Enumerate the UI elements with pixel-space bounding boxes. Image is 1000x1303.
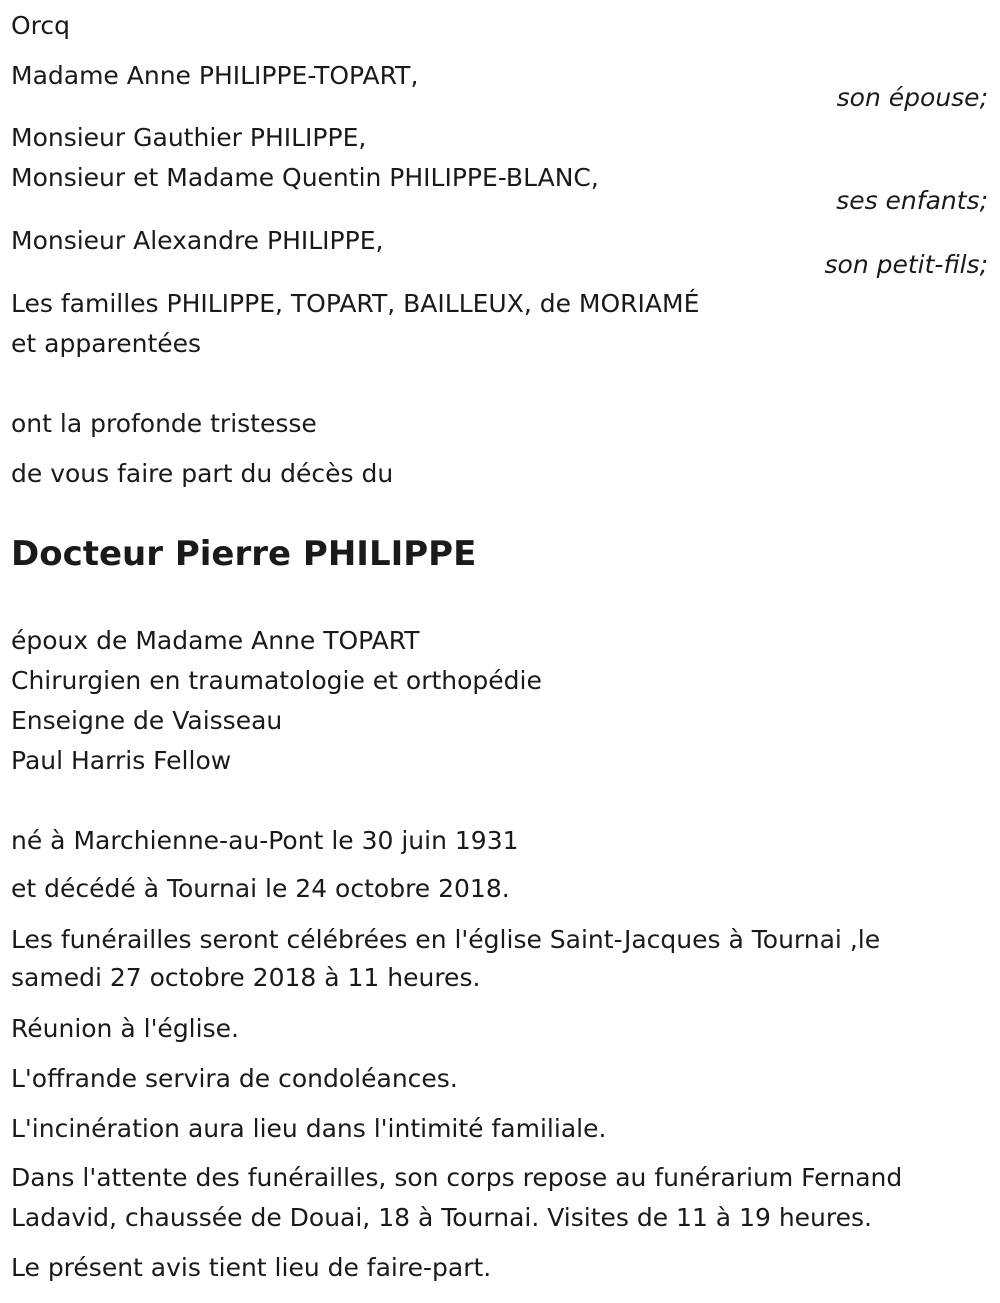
announcement-line-2: de vous faire part du décès du [11,459,394,488]
meeting-info: Réunion à l'église. [11,1014,239,1043]
funeral-line-2: samedi 27 octobre 2018 à 11 heures. [11,963,481,992]
child-1-name: Monsieur Gauthier PHILIPPE, [11,123,367,152]
funeral-line-1: Les funérailles seront célébrées en l'église Saint-Jacques à Tournai ,le [11,925,881,954]
grandchild-role: son petit-fils; [824,250,988,279]
child-2-name: Monsieur et Madame Quentin PHILIPPE-BLANC, [11,163,599,192]
spouse-role: son épouse; [836,83,988,112]
death-info: et décédé à Tournai le 24 octobre 2018. [11,874,510,903]
title-navy-rank: Enseigne de Vaisseau [11,706,283,735]
grandchild-name: Monsieur Alexandre PHILIPPE, [11,226,384,255]
deceased-name: Docteur Pierre PHILIPPE [11,534,477,574]
viewing-line-2: Ladavid, chaussée de Douai, 18 à Tournai. Visites de 11 à 19 heures. [11,1203,872,1232]
birth-info: né à Marchienne-au-Pont le 30 juin 1931 [11,826,519,855]
viewing-line-1: Dans l'attente des funérailles, son corps repose au funérarium Fernand [11,1163,903,1192]
location-text: Orcq [11,11,71,40]
families-line-1: Les familles PHILIPPE, TOPART, BAILLEUX, de MORIAMÉ [11,289,700,318]
notice-text: Le présent avis tient lieu de faire-part. [11,1253,492,1282]
families-line-2: et apparentées [11,329,202,358]
children-role: ses enfants; [836,186,988,215]
title-honor: Paul Harris Fellow [11,746,232,775]
offering-info: L'offrande servira de condoléances. [11,1064,458,1093]
title-profession: Chirurgien en traumatologie et orthopédie [11,666,542,695]
spouse-name: Madame Anne PHILIPPE-TOPART, [11,61,419,90]
announcement-line-1: ont la profonde tristesse [11,409,317,438]
title-spouse: époux de Madame Anne TOPART [11,626,420,655]
cremation-info: L'incinération aura lieu dans l'intimité familiale. [11,1114,607,1143]
